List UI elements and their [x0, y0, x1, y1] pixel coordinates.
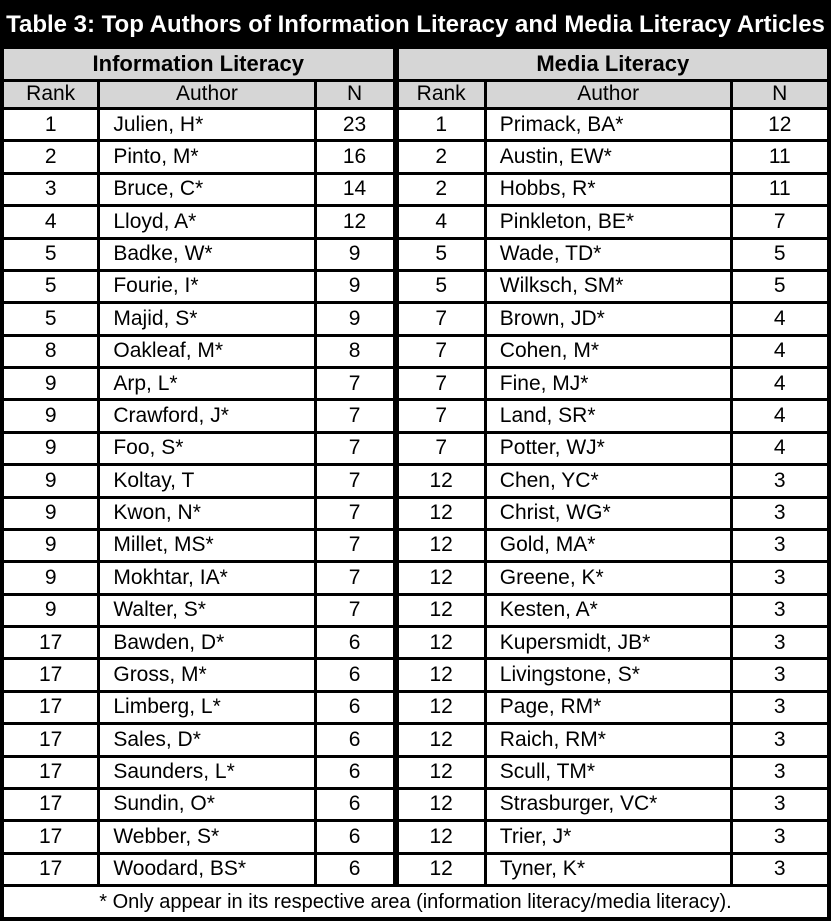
ml-rank-cell: 12 — [396, 465, 486, 497]
ml-n-cell: 3 — [731, 659, 829, 691]
table-row — [2, 659, 829, 691]
table-row — [2, 206, 829, 238]
ml-n-cell: 3 — [731, 497, 829, 529]
ml-author-cell: Page, RM* — [485, 691, 731, 723]
ml-rank-cell: 4 — [396, 206, 486, 238]
il-n-cell: 7 — [315, 529, 396, 561]
il-rank-cell: 17 — [2, 821, 99, 853]
il-rank-cell: 9 — [2, 432, 99, 464]
il-author-cell: Millet, MS* — [99, 529, 315, 561]
ml-author-cell: Fine, MJ* — [485, 368, 731, 400]
table-row — [2, 627, 829, 659]
il-n-cell: 8 — [315, 335, 396, 367]
il-rank-cell: 9 — [2, 594, 99, 626]
ml-rank-cell: 7 — [396, 400, 486, 432]
table-row — [2, 562, 829, 594]
ml-n-cell: 4 — [731, 303, 829, 335]
table-row — [2, 594, 829, 626]
il-author-cell: Sales, D* — [99, 724, 315, 756]
table-body — [2, 109, 829, 886]
ml-n-cell: 3 — [731, 691, 829, 723]
ml-n-cell: 12 — [731, 109, 829, 141]
ml-author-cell: Strasburger, VC* — [485, 788, 731, 820]
ml-n-cell: 4 — [731, 335, 829, 367]
il-n-cell: 16 — [315, 141, 396, 173]
table-row — [2, 497, 829, 529]
il-n-cell: 6 — [315, 853, 396, 885]
table-row — [2, 432, 829, 464]
ml-rank-cell: 12 — [396, 788, 486, 820]
il-n-cell: 9 — [315, 270, 396, 302]
ml-rank-cell: 12 — [396, 497, 486, 529]
ml-author-cell: Tyner, K* — [485, 853, 731, 885]
ml-rank-cell: 7 — [396, 335, 486, 367]
ml-n-cell: 5 — [731, 238, 829, 270]
il-rank-cell: 17 — [2, 659, 99, 691]
il-n-cell: 6 — [315, 724, 396, 756]
il-author-cell: Bawden, D* — [99, 627, 315, 659]
ml-author-cell: Gold, MA* — [485, 529, 731, 561]
ml-n-cell: 3 — [731, 756, 829, 788]
ml-n-cell: 3 — [731, 853, 829, 885]
ml-author-cell: Kupersmidt, JB* — [485, 627, 731, 659]
table-row — [2, 335, 829, 367]
ml-n-cell: 4 — [731, 400, 829, 432]
ml-n-cell: 11 — [731, 141, 829, 173]
table-row — [2, 109, 829, 141]
il-n-cell: 6 — [315, 756, 396, 788]
ml-n-cell: 5 — [731, 270, 829, 302]
ml-rank-cell: 12 — [396, 529, 486, 561]
section-header-information-literacy: Information Literacy — [2, 48, 396, 81]
il-author-cell: Arp, L* — [99, 368, 315, 400]
table-row — [2, 303, 829, 335]
il-n-cell: 7 — [315, 368, 396, 400]
ml-n-cell: 4 — [731, 432, 829, 464]
il-author-cell: Oakleaf, M* — [99, 335, 315, 367]
ml-n-cell: 3 — [731, 529, 829, 561]
il-rank-cell: 5 — [2, 303, 99, 335]
ml-author-cell: Wade, TD* — [485, 238, 731, 270]
table-row — [2, 465, 829, 497]
il-n-cell: 6 — [315, 821, 396, 853]
il-n-cell: 7 — [315, 465, 396, 497]
ml-author-column-header: Author — [485, 81, 731, 109]
il-author-cell: Kwon, N* — [99, 497, 315, 529]
il-author-cell: Crawford, J* — [99, 400, 315, 432]
ml-rank-cell: 1 — [396, 109, 486, 141]
ml-author-cell: Cohen, M* — [485, 335, 731, 367]
ml-author-cell: Scull, TM* — [485, 756, 731, 788]
table-row — [2, 141, 829, 173]
il-rank-cell: 17 — [2, 756, 99, 788]
ml-n-cell: 3 — [731, 594, 829, 626]
il-n-cell: 14 — [315, 173, 396, 205]
table-row — [2, 270, 829, 302]
il-n-column-header: N — [315, 81, 396, 109]
il-author-cell: Saunders, L* — [99, 756, 315, 788]
il-author-cell: Sundin, O* — [99, 788, 315, 820]
il-rank-cell: 17 — [2, 788, 99, 820]
table-row — [2, 173, 829, 205]
ml-rank-cell: 12 — [396, 756, 486, 788]
ml-rank-cell: 12 — [396, 627, 486, 659]
ml-author-cell: Raich, RM* — [485, 724, 731, 756]
table-row — [2, 529, 829, 561]
il-author-cell: Majid, S* — [99, 303, 315, 335]
il-rank-cell: 4 — [2, 206, 99, 238]
ml-rank-column-header: Rank — [396, 81, 486, 109]
ml-author-cell: Brown, JD* — [485, 303, 731, 335]
ml-rank-cell: 12 — [396, 853, 486, 885]
ml-rank-cell: 2 — [396, 173, 486, 205]
table-row — [2, 756, 829, 788]
il-author-cell: Bruce, C* — [99, 173, 315, 205]
ml-rank-cell: 7 — [396, 303, 486, 335]
ml-author-cell: Hobbs, R* — [485, 173, 731, 205]
table-row — [2, 724, 829, 756]
il-rank-cell: 5 — [2, 238, 99, 270]
ml-rank-cell: 12 — [396, 594, 486, 626]
il-author-cell: Julien, H* — [99, 109, 315, 141]
il-author-cell: Koltay, T — [99, 465, 315, 497]
il-n-cell: 7 — [315, 400, 396, 432]
il-rank-cell: 17 — [2, 724, 99, 756]
il-rank-cell: 17 — [2, 853, 99, 885]
il-rank-column-header: Rank — [2, 81, 99, 109]
il-rank-cell: 9 — [2, 562, 99, 594]
il-n-cell: 7 — [315, 432, 396, 464]
il-n-cell: 6 — [315, 659, 396, 691]
ml-n-column-header: N — [731, 81, 829, 109]
ml-author-cell: Wilksch, SM* — [485, 270, 731, 302]
footnote: * Only appear in its respective area (information literacy/media literacy). — [2, 886, 829, 920]
ml-n-cell: 3 — [731, 724, 829, 756]
il-n-cell: 9 — [315, 238, 396, 270]
ml-author-cell: Kesten, A* — [485, 594, 731, 626]
ml-author-cell: Trier, J* — [485, 821, 731, 853]
table-row — [2, 788, 829, 820]
table-row — [2, 691, 829, 723]
ml-author-cell: Land, SR* — [485, 400, 731, 432]
ml-n-cell: 3 — [731, 562, 829, 594]
il-author-cell: Lloyd, A* — [99, 206, 315, 238]
il-n-cell: 12 — [315, 206, 396, 238]
il-n-cell: 23 — [315, 109, 396, 141]
table-row — [2, 821, 829, 853]
ml-author-cell: Potter, WJ* — [485, 432, 731, 464]
table-row — [2, 368, 829, 400]
section-header-media-literacy: Media Literacy — [396, 48, 829, 81]
ml-rank-cell: 7 — [396, 368, 486, 400]
il-author-cell: Mokhtar, IA* — [99, 562, 315, 594]
ml-rank-cell: 2 — [396, 141, 486, 173]
ml-n-cell: 3 — [731, 465, 829, 497]
il-n-cell: 7 — [315, 594, 396, 626]
il-author-cell: Limberg, L* — [99, 691, 315, 723]
ml-author-cell: Chen, YC* — [485, 465, 731, 497]
il-author-cell: Woodard, BS* — [99, 853, 315, 885]
ml-author-cell: Austin, EW* — [485, 141, 731, 173]
il-author-cell: Fourie, I* — [99, 270, 315, 302]
ml-author-cell: Greene, K* — [485, 562, 731, 594]
ml-n-cell: 4 — [731, 368, 829, 400]
table-row — [2, 400, 829, 432]
ml-author-cell: Livingstone, S* — [485, 659, 731, 691]
il-n-cell: 6 — [315, 627, 396, 659]
ml-n-cell: 3 — [731, 627, 829, 659]
table-row — [2, 853, 829, 885]
ml-rank-cell: 12 — [396, 724, 486, 756]
il-rank-cell: 9 — [2, 497, 99, 529]
il-rank-cell: 17 — [2, 627, 99, 659]
il-author-cell: Webber, S* — [99, 821, 315, 853]
ml-rank-cell: 12 — [396, 562, 486, 594]
il-rank-cell: 5 — [2, 270, 99, 302]
ml-author-cell: Christ, WG* — [485, 497, 731, 529]
il-rank-cell: 9 — [2, 465, 99, 497]
il-rank-cell: 8 — [2, 335, 99, 367]
il-rank-cell: 2 — [2, 141, 99, 173]
ml-rank-cell: 7 — [396, 432, 486, 464]
il-rank-cell: 3 — [2, 173, 99, 205]
ml-author-cell: Pinkleton, BE* — [485, 206, 731, 238]
il-author-column-header: Author — [99, 81, 315, 109]
il-author-cell: Pinto, M* — [99, 141, 315, 173]
il-rank-cell: 17 — [2, 691, 99, 723]
il-author-cell: Foo, S* — [99, 432, 315, 464]
il-n-cell: 6 — [315, 691, 396, 723]
il-n-cell: 7 — [315, 497, 396, 529]
ml-rank-cell: 5 — [396, 270, 486, 302]
ml-n-cell: 11 — [731, 173, 829, 205]
table-title: Table 3: Top Authors of Information Literacy and Media Literacy Articles — [2, 2, 829, 48]
il-author-cell: Gross, M* — [99, 659, 315, 691]
il-rank-cell: 9 — [2, 400, 99, 432]
ml-n-cell: 7 — [731, 206, 829, 238]
il-n-cell: 9 — [315, 303, 396, 335]
ml-n-cell: 3 — [731, 821, 829, 853]
ml-rank-cell: 12 — [396, 821, 486, 853]
il-author-cell: Walter, S* — [99, 594, 315, 626]
ml-rank-cell: 12 — [396, 691, 486, 723]
il-author-cell: Badke, W* — [99, 238, 315, 270]
ml-rank-cell: 5 — [396, 238, 486, 270]
ml-author-cell: Primack, BA* — [485, 109, 731, 141]
il-n-cell: 7 — [315, 562, 396, 594]
il-rank-cell: 9 — [2, 368, 99, 400]
il-rank-cell: 9 — [2, 529, 99, 561]
ml-rank-cell: 12 — [396, 659, 486, 691]
table-row — [2, 238, 829, 270]
ml-n-cell: 3 — [731, 788, 829, 820]
il-n-cell: 6 — [315, 788, 396, 820]
il-rank-cell: 1 — [2, 109, 99, 141]
